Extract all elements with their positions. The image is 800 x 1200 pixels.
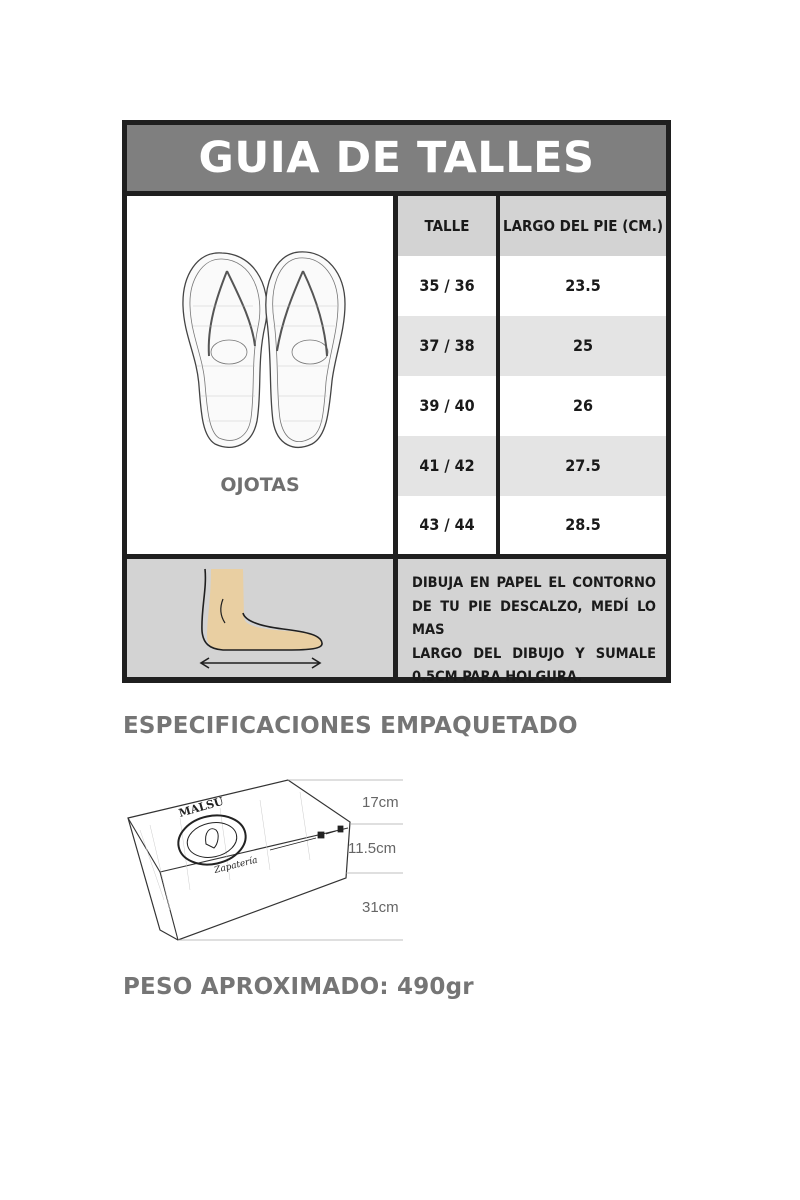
table-row	[398, 496, 666, 554]
weight-label: PESO APROXIMADO: 490gr	[123, 974, 474, 1000]
size-cell: 35 / 36	[398, 256, 496, 316]
foot-measure-panel	[127, 559, 393, 677]
product-panel	[127, 196, 393, 554]
instruction-line: 0.5CM PARA HOLGURA.	[412, 669, 583, 685]
instructions-panel	[398, 559, 666, 685]
header-size: TALLE	[398, 196, 496, 256]
flip-flops-illustration	[127, 196, 393, 554]
box-logo-script: Zapatería	[213, 855, 259, 876]
length-cell: 28.5	[500, 496, 666, 554]
size-cell: 39 / 40	[398, 376, 496, 436]
header-foot-length: LARGO DEL PIE (CM.)	[500, 196, 666, 256]
box-height-label: 17cm	[362, 794, 399, 811]
size-cell: 37 / 38	[398, 316, 496, 376]
foot-outline-icon	[127, 559, 393, 677]
table-header-row	[398, 196, 666, 256]
table-row	[398, 436, 666, 496]
product-label: OJOTAS	[220, 474, 300, 496]
table-row	[398, 376, 666, 436]
table-row	[398, 316, 666, 376]
measure-instructions	[412, 572, 656, 690]
packaging-title: ESPECIFICACIONES EMPAQUETADO	[123, 713, 578, 739]
box-width-label: 11.5cm	[348, 840, 397, 857]
size-cell: 43 / 44	[398, 496, 496, 554]
length-cell: 25	[500, 316, 666, 376]
length-cell: 23.5	[500, 256, 666, 316]
length-cell: 26	[500, 376, 666, 436]
instruction-line: DIBUJA EN PAPEL EL CONTORNO	[412, 575, 656, 591]
instruction-line: DE TU PIE DESCALZO, MEDÍ LO MAS	[412, 598, 656, 638]
size-guide-title: GUIA DE TALLES	[127, 125, 666, 191]
size-cell: 41 / 42	[398, 436, 496, 496]
box-length-label: 31cm	[362, 899, 399, 916]
double-arrow-icon	[201, 658, 320, 668]
size-table	[398, 196, 666, 554]
length-cell: 27.5	[500, 436, 666, 496]
table-row	[398, 256, 666, 316]
box-logo-text: MALSU	[177, 794, 226, 820]
size-guide	[122, 120, 671, 683]
instruction-line: LARGO DEL DIBUJO Y SUMALE	[412, 645, 656, 662]
